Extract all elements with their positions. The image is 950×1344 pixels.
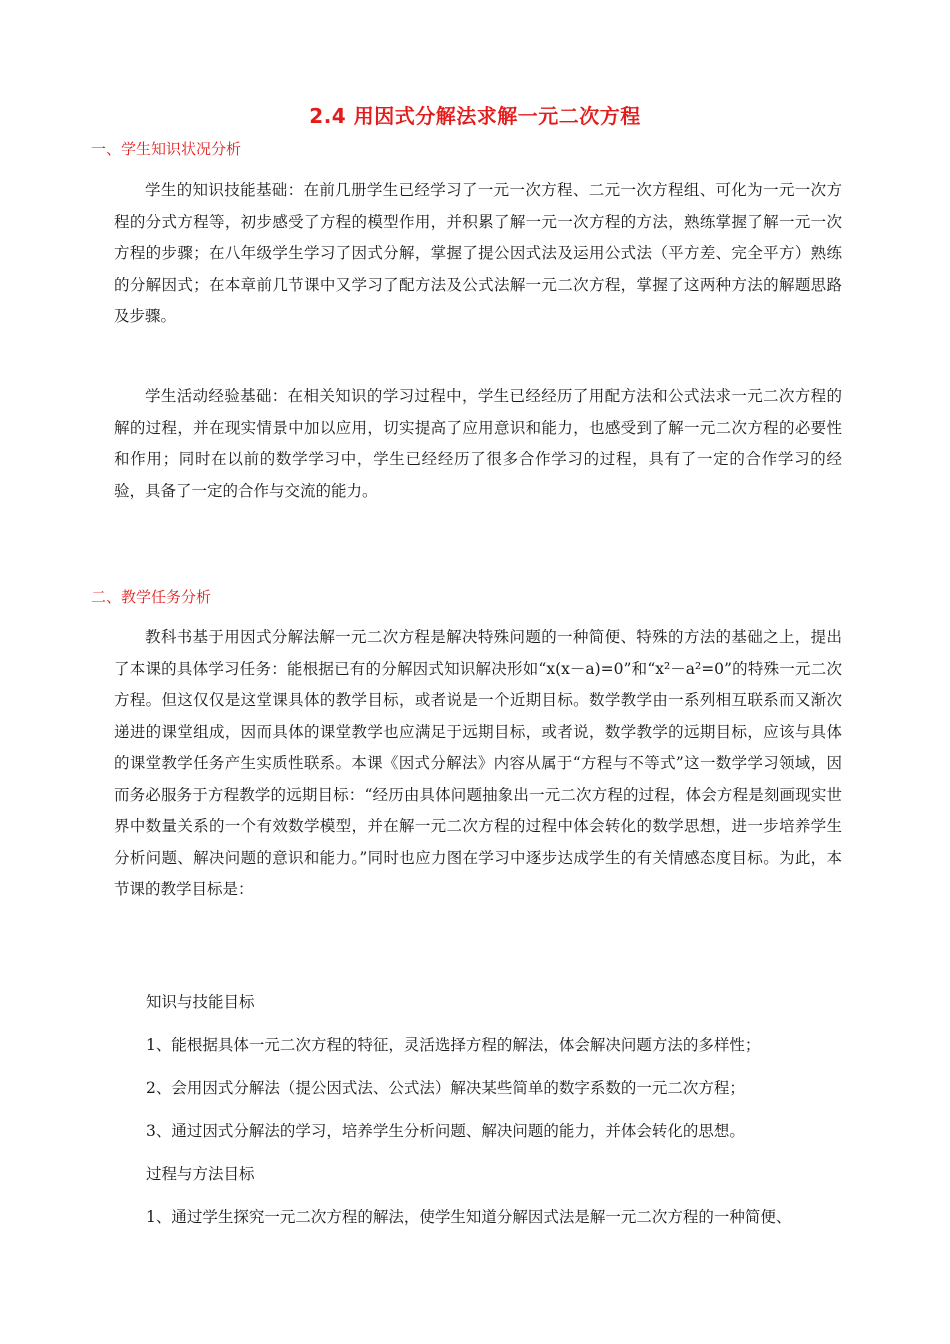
goal-item: 3、通过因式分解法的学习，培养学生分析问题、解决问题的能力，并体会转化的思想。	[146, 1122, 745, 1140]
goal-item: 1、通过学生探究一元二次方程的解法，使学生知道分解因式法是解一元二次方程的一种简便、	[146, 1208, 792, 1226]
paragraph-knowledge-basis: 学生的知识技能基础：在前几册学生已经学习了一元一次方程、二元一次方程组、可化为一元一次方程的分式方程等，初步感受了方程的模型作用，并积累了解一元一次方程的方法，熟练掌握了解一元一次方程的步骤；在八年级学生学习了因式分解，掌握了提公因式法及运用公式法（平方差、完全平方）熟练的分解因式；在本章前几节课中又学习了配方法及公式法解一元二次方程，掌握了这两种方法的解题思路及步骤。	[114, 181, 842, 325]
paragraph-experience-basis: 学生活动经验基础：在相关知识的学习过程中，学生已经经历了用配方法和公式法求一元二次方程的解的过程，并在现实情景中加以应用，切实提高了应用意识和能力，也感受到了解一元二次方程的必要性和作用；同时在以前的数学学习中，学生已经经历了很多合作学习的过程，具有了一定的合作学习的经验，具备了一定的合作与交流的能力。	[114, 387, 842, 500]
document-title: 2.4 用因式分解法求解一元二次方程	[309, 104, 641, 128]
section-heading-student-analysis: 一、学生知识状况分析	[91, 140, 242, 158]
paragraph-task-analysis: 教科书基于用因式分解法解一元二次方程是解决特殊问题的一种简便、特殊的方法的基础之上，提出了本课的具体学习任务：能根据已有的分解因式知识解决形如“x(x－a)=0”和“x²－a²=0”的特殊一元二次方程。但这仅仅是这堂课具体的教学目标，或者说是一个近期目标。数学教学由一系列相互联系而又渐次递进的课堂组成，因而具体的课堂教学也应满足于远期目标，或者说，数学教学的远期目标，应该与具体的课堂教学任务产生实质性联系。本课《因式分解法》内容从属于“方程与不等式”这一数学学习领域，因而务必服务于方程教学的远期目标：“经历由具体问题抽象出一元二次方程的过程，体会方程是刻画现实世界中数量关系的一个有效数学模型，并在解一元二次方程的过程中体会转化的数学思想，进一步培养学生分析问题、解决问题的意识和能力。”同时也应力图在学习中逐步达成学生的有关情感态度目标。为此，本节课的教学目标是：	[114, 628, 842, 898]
goal-heading-process-method: 过程与方法目标	[146, 1165, 255, 1183]
section-heading-task-analysis: 二、教学任务分析	[91, 588, 212, 606]
goal-item: 1、能根据具体一元二次方程的特征，灵活选择方程的解法，体会解决问题方法的多样性；	[146, 1036, 761, 1054]
goal-heading-knowledge-skills: 知识与技能目标	[146, 993, 255, 1011]
goal-item: 2、会用因式分解法（提公因式法、公式法）解决某些简单的数字系数的一元二次方程；	[146, 1079, 745, 1097]
